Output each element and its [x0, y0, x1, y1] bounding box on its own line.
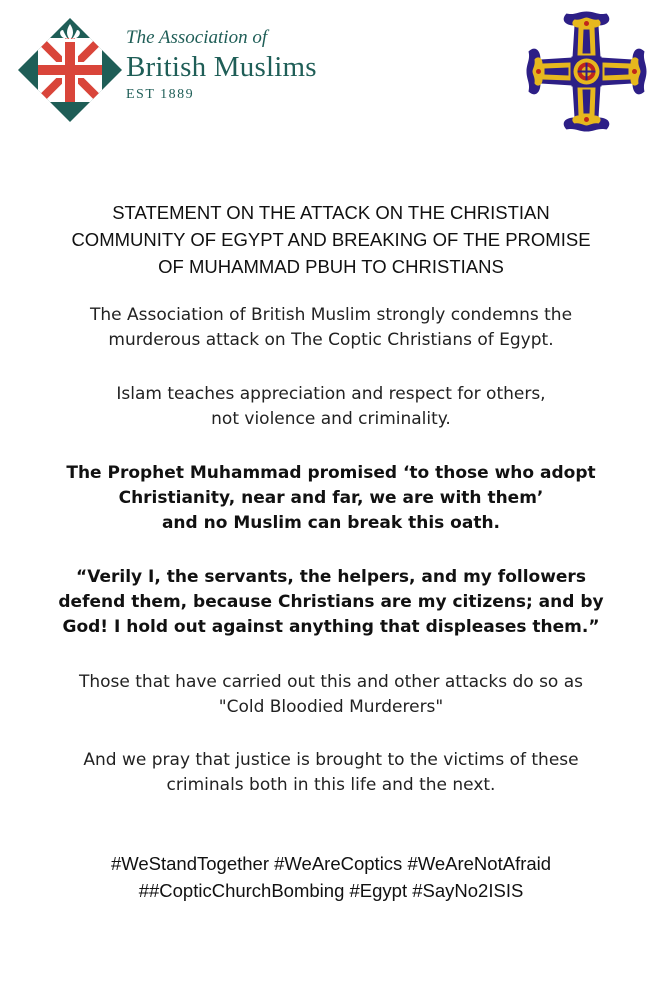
paragraph-line: The Association of British Muslim strongly condemns the: [89, 305, 573, 325]
paragraph-line: Those that have carried out this and other attacks do so as: [78, 672, 584, 692]
paragraph-line: And we pray that justice is brought to the victims of these: [83, 750, 579, 770]
paragraph-line: not violence and criminality.: [211, 409, 451, 429]
paragraph-line: The Prophet Muhammad promised ‘to those who adopt: [66, 463, 596, 483]
paragraph-line: God! I hold out against anything that displeases them.”: [62, 617, 600, 637]
paragraph-line: and no Muslim can break this oath.: [161, 513, 501, 533]
organization-name: [126, 26, 317, 106]
heading-line: OF MUHAMMAD PBUH TO CHRISTIANS: [158, 256, 504, 277]
org-established: EST 1889: [126, 87, 195, 102]
condemnation-paragraph: [20, 303, 642, 353]
statement-heading: [24, 199, 638, 280]
paragraph-line: “Verily I, the servants, the helpers, and my followers: [76, 567, 586, 587]
paragraph-line: criminals both in this life and the next.: [166, 775, 496, 795]
prophet-promise-paragraph: [20, 461, 642, 536]
paragraph-line: "Cold Bloodied Murderers": [218, 697, 444, 717]
org-name-line-2: British Muslims: [126, 51, 317, 83]
paragraph-line: defend them, because Christians are my citizens; and by: [58, 592, 604, 612]
hashtag-line: ##CopticChurchBombing #Egypt #SayNo2ISIS: [138, 880, 524, 901]
prayer-paragraph: [20, 748, 642, 798]
heading-line: STATEMENT ON THE ATTACK ON THE CHRISTIAN: [112, 202, 550, 223]
attackers-paragraph: [20, 670, 642, 720]
hashtags: [20, 850, 642, 904]
paragraph-line: murderous attack on The Coptic Christians of Egypt.: [108, 330, 554, 350]
paragraph-line: Islam teaches appreciation and respect for others,: [116, 384, 546, 404]
islam-teaches-paragraph: [20, 382, 642, 432]
association-logo-icon: [16, 16, 124, 124]
coptic-cross-icon: [525, 10, 648, 133]
heading-line: COMMUNITY OF EGYPT AND BREAKING OF THE PROMISE: [71, 229, 591, 250]
quotation-paragraph: [20, 565, 642, 640]
paragraph-line: Christianity, near and far, we are with them’: [118, 488, 544, 508]
org-name-line-1: The Association of: [126, 27, 268, 48]
hashtag-line: #WeStandTogether #WeAreCoptics #WeAreNotAfraid: [110, 853, 552, 874]
